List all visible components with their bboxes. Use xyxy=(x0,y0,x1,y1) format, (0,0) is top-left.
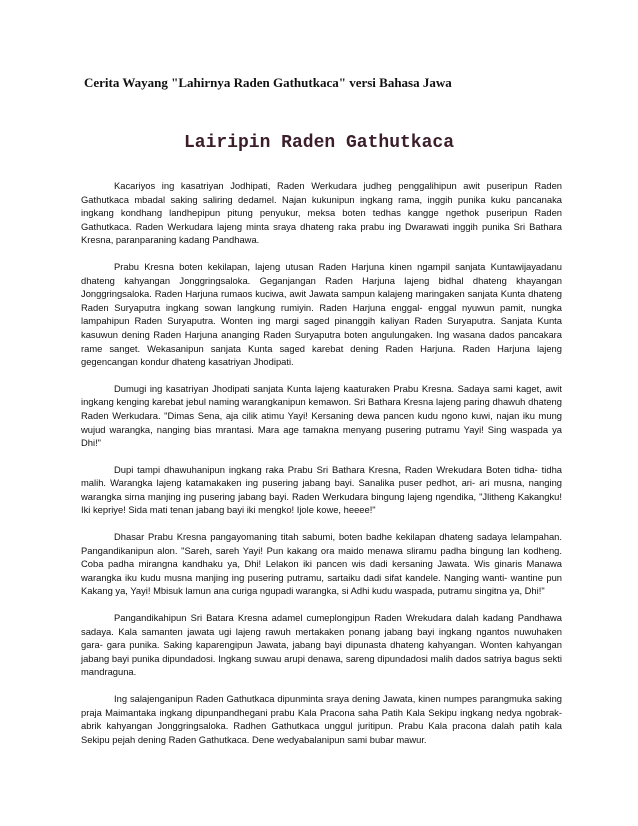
paragraph-3: Dumugi ing kasatriyan Jhodipati sanjata Kunta lajeng kaaturaken Prabu Kresna. Sadaya sami kaget, awit ingkang kenging karebat jebul naming warangkanipun kemawon. Sri Bathara Kresna lajeng paring dhawuh dhateng Raden Werkudara. "Dimas Sena, aja cilik atimu Yayi! Kersaning dewa pancen kudu ngono kuwi, najan iku mung wujud warangka, nanging bias mrantasi. Mara age tamakna menyang pusering putramu Yayi! Sing waspada ya Dhi!" xyxy=(81,382,562,449)
paragraph-1: Kacariyos ing kasatriyan Jodhipati, Raden Werkudara judheg penggalihipun awit puseripun Raden Gathutkaca mbadal saking saliring dedamel. Najan kukunipun ingkang rama, inggih punika kuku pancanaka ingkang kondhang landhepipun pitung penyukur, meksa boten tedhas kangge ngethok puseripun Raden Gathutkaca. Raden Werkudara lajeng minta sraya dhateng raka prabu ing Dwarawati inggih punika Sri Bathara Kresna, paranparaning kadang Pandhawa. xyxy=(81,180,562,246)
paragraph-6: Pangandikahipun Sri Batara Kresna adamel cumeplongipun Raden Wrekudara dalah kadang Pandhawa sadaya. Kala samanten jawata ugi lajeng rawuh mertakaken ponang jabang bayi ingkang ngantos nuwuhaken gara- gara punika. Saking kaparengipun Jawata, jabang bayi dipunasta dhateng kahyangan. Wonten kahyangan jabang bayi punika dipundadosi. Ingkang suwau arupi denawa, sareng dipundadosi malih dados satriya bagus sekti mandraguna. xyxy=(81,612,562,678)
document-body xyxy=(81,179,562,759)
document-heading: Cerita Wayang "Lahirnya Raden Gathutkaca" versi Bahasa Jawa xyxy=(84,75,452,90)
document-title: Lairipin Raden Gathutkaca xyxy=(183,133,455,153)
paragraph-5: Dhasar Prabu Kresna pangayomaning titah sabumi, boten badhe kekilapan dhateng sadaya lelampahan. Pangandikanipun alon. "Sareh, sareh Yayi! Pun kakang ora maido menawa sliramu padha bingung lan kodheng. Coba padha mirangna kandhaku ya, Dhi! Lelakon iki pancen wis dadi kersaning Jawata. Wis ginaris Manawa warangka iku kudu musna manjing ing pusering putramu, sartaiku dadi sifat kandele. Nanging wanti- wantine pun Kakang ya, Yayi! Mbisuk lamun ana curiga ngupadi warangka, si Adhi kudu waspada, putramu singitna ya, Dhi!" xyxy=(81,531,562,597)
paragraph-2: Prabu Kresna boten kekilapan, lajeng utusan Raden Harjuna kinen ngampil sanjata Kuntawijayadanu dhateng kahyangan Jonggringsaloka. Geganjangan Raden Harjuna lajeng bidhal dhateng khayangan Jonggringsaloka. Raden Harjuna rumaos kuciwa, awit Jawata sampun kalajeng maringaken sanjata Kunta dhateng Raden Suryaputra ingkang sowan langkung rumiyin. Raden Harjuna enggal- enggal nyuwun pamit, nungka lampahipun Raden Suryaputra. Wonten ing margi saged pinanggih kaliyan Raden Suryaputra. Sanjata Kunta kasuwun dening Raden Harjuna ananging Raden Suryaputra boten angulungaken. Ing wasana dados pancakara rame sanget. Wekasanipun sanjata Kunta saged karebat dening Raden Harjuna. Raden Harjuna lajeng gegencangan kondur dhateng kasatriyan Jhodipati. xyxy=(81,260,562,368)
paragraph-7: Ing salajenganipun Raden Gathutkaca dipunminta sraya dening Jawata, kinen numpes parangmuka saking praja Maimantaka ingkang dipunpandhegani prabu Kala Pracona saha Patih Kala Sekipu ingkang nedya ngobrak- abrik kahyangan Jonggringsaloka. Radhen Gathutkaca unggul juritipun. Prabu Kala pracona dalah patih kala Sekipu pejah dening Raden Gathutkaca. Dene wedyabalanipun sami bubar mawur. xyxy=(81,693,562,745)
paragraph-4: Dupi tampi dhawuhanipun ingkang raka Prabu Sri Bathara Kresna, Raden Wrekudara Boten tidha- tidha malih. Warangka lajeng katamakaken ing pusering jabang bayi. Sanalika puser pedhot, ari- ari musna, nanging warangka sirna manjing ing pusering jabang bayi. Raden Werkudara bingung lajeng ngendika, "Jlitheng Kakangku! Iki kepriye! Sida mati tenan jabang bayi iki mengko! Ijole kowe, heeee!" xyxy=(81,463,562,516)
